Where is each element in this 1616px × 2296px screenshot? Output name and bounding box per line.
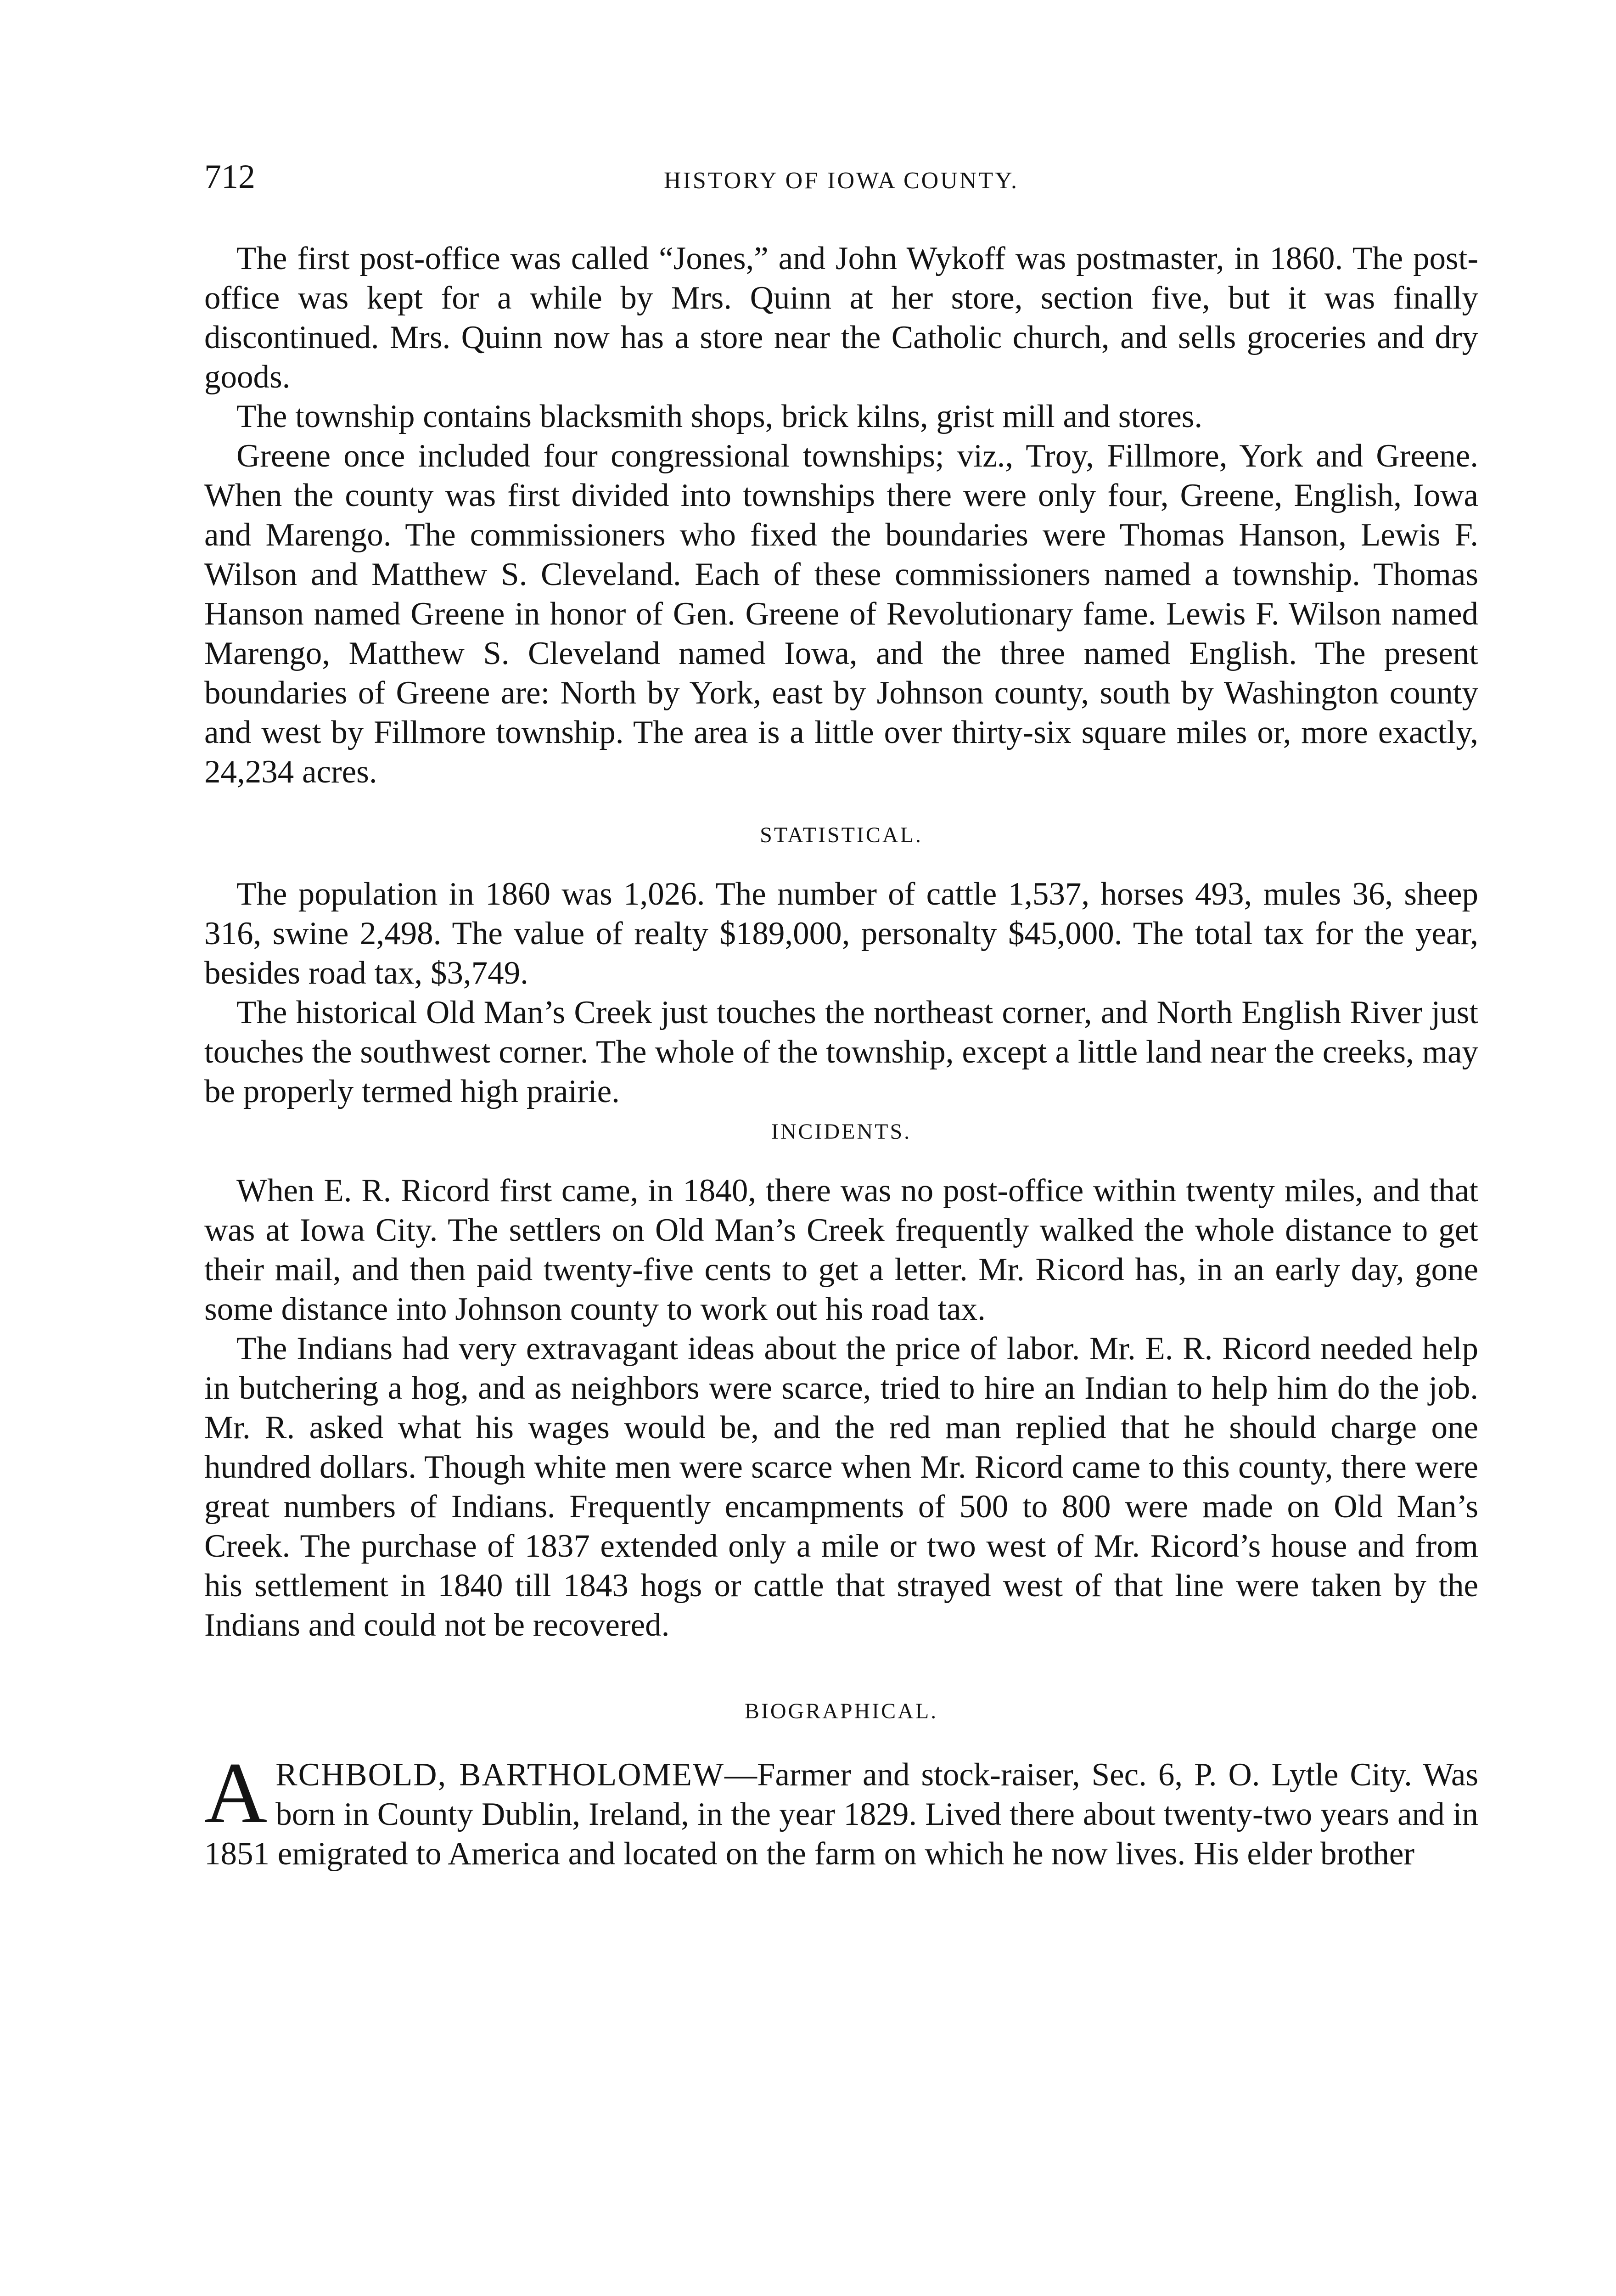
- biography-text: —Farmer and stock-raiser, Sec. 6, P. O. Lytle City. Was born in County Dublin, Ireland, in the year 1829. Lived there about twenty-two years and in 1851 emigrated to America and located on the farm on which he now lives. His elder brother: [204, 1757, 1478, 1872]
- book-page: [204, 156, 1478, 1874]
- running-title: HISTORY OF IOWA COUNTY.: [664, 168, 1019, 194]
- intro-paragraph: The township contains blacksmith shops, brick kilns, grist mill and stores.: [236, 399, 1203, 434]
- intro-paragraph: Greene once included four congressional townships; viz., Troy, Fillmore, York and Greene. When the county was first divided into townships there were only four, Greene, English, Iowa and Marengo. The commissioners who fixed the boundaries were Thomas Hanson, Lewis F. Wilson and Matthew S. Cleveland. Each of these commissioners named a township. Thomas Hanson named Greene in honor of Gen. Greene of Revolutionary fame. Lewis F. Wilson named Marengo, Matthew S. Cleveland named Iowa, and the three named English. The present boundaries of Greene are: North by York, east by Johnson county, south by Washington county and west by Fillmore township. The area is a little over thirty-six square miles or, more exactly, 24,234 acres.: [204, 438, 1478, 790]
- incidents-paragraph: The Indians had very extravagant ideas about the price of labor. Mr. E. R. Ricord needed help in butchering a hog, and as neighbors were scarce, tried to hire an Indian to help him do the job. Mr. R. asked what his wages would be, and the red man replied that he should charge one hundred dollars. Though white men were scarce when Mr. Ricord came to this county, there were great numbers of Indians. Frequently encampments of 500 to 800 were made on Old Man’s Creek. The purchase of 1837 extended only a mile or two west of Mr. Ricord’s house and from his settlement in 1840 till 1843 hogs or cattle that strayed west of that line were taken by the Indians and could not be recovered.: [204, 1331, 1478, 1643]
- drop-cap: A: [204, 1745, 268, 1841]
- biography-name: RCHBOLD, BARTHOLOMEW: [275, 1757, 725, 1793]
- statistical-heading: STATISTICAL.: [760, 823, 923, 847]
- intro-paragraph: The first post-office was called “Jones,” and John Wykoff was postmaster, in 1860. The post-office was kept for a while by Mrs. Quinn at her store, section five, but it was finally discontinued. Mrs. Quinn now has a store near the Catholic church, and sells groceries and dry goods.: [204, 241, 1478, 395]
- page-number: 712: [204, 158, 255, 196]
- statistical-paragraph: The historical Old Man’s Creek just touches the northeast corner, and North English River just touches the southwest corner. The whole of the township, except a little land near the creeks, may be properly termed high prairie.: [204, 995, 1478, 1109]
- incidents-heading: INCIDENTS.: [771, 1120, 912, 1144]
- biographical-heading: BIOGRAPHICAL.: [744, 1699, 938, 1723]
- statistical-paragraph: The population in 1860 was 1,026. The number of cattle 1,537, horses 493, mules 36, sheep 316, swine 2,498. The value of realty $189,000, personalty $45,000. The total tax for the year, besides road tax, $3,749.: [204, 876, 1478, 991]
- incidents-paragraph: When E. R. Ricord first came, in 1840, there was no post-office within twenty miles, and that was at Iowa City. The settlers on Old Man’s Creek frequently walked the whole distance to get their mail, and then paid twenty-five cents to get a letter. Mr. Ricord has, in an early day, gone some distance into Johnson county to work out his road tax.: [204, 1173, 1478, 1327]
- biography-entry: [204, 1745, 1478, 1874]
- running-head: [204, 156, 1478, 207]
